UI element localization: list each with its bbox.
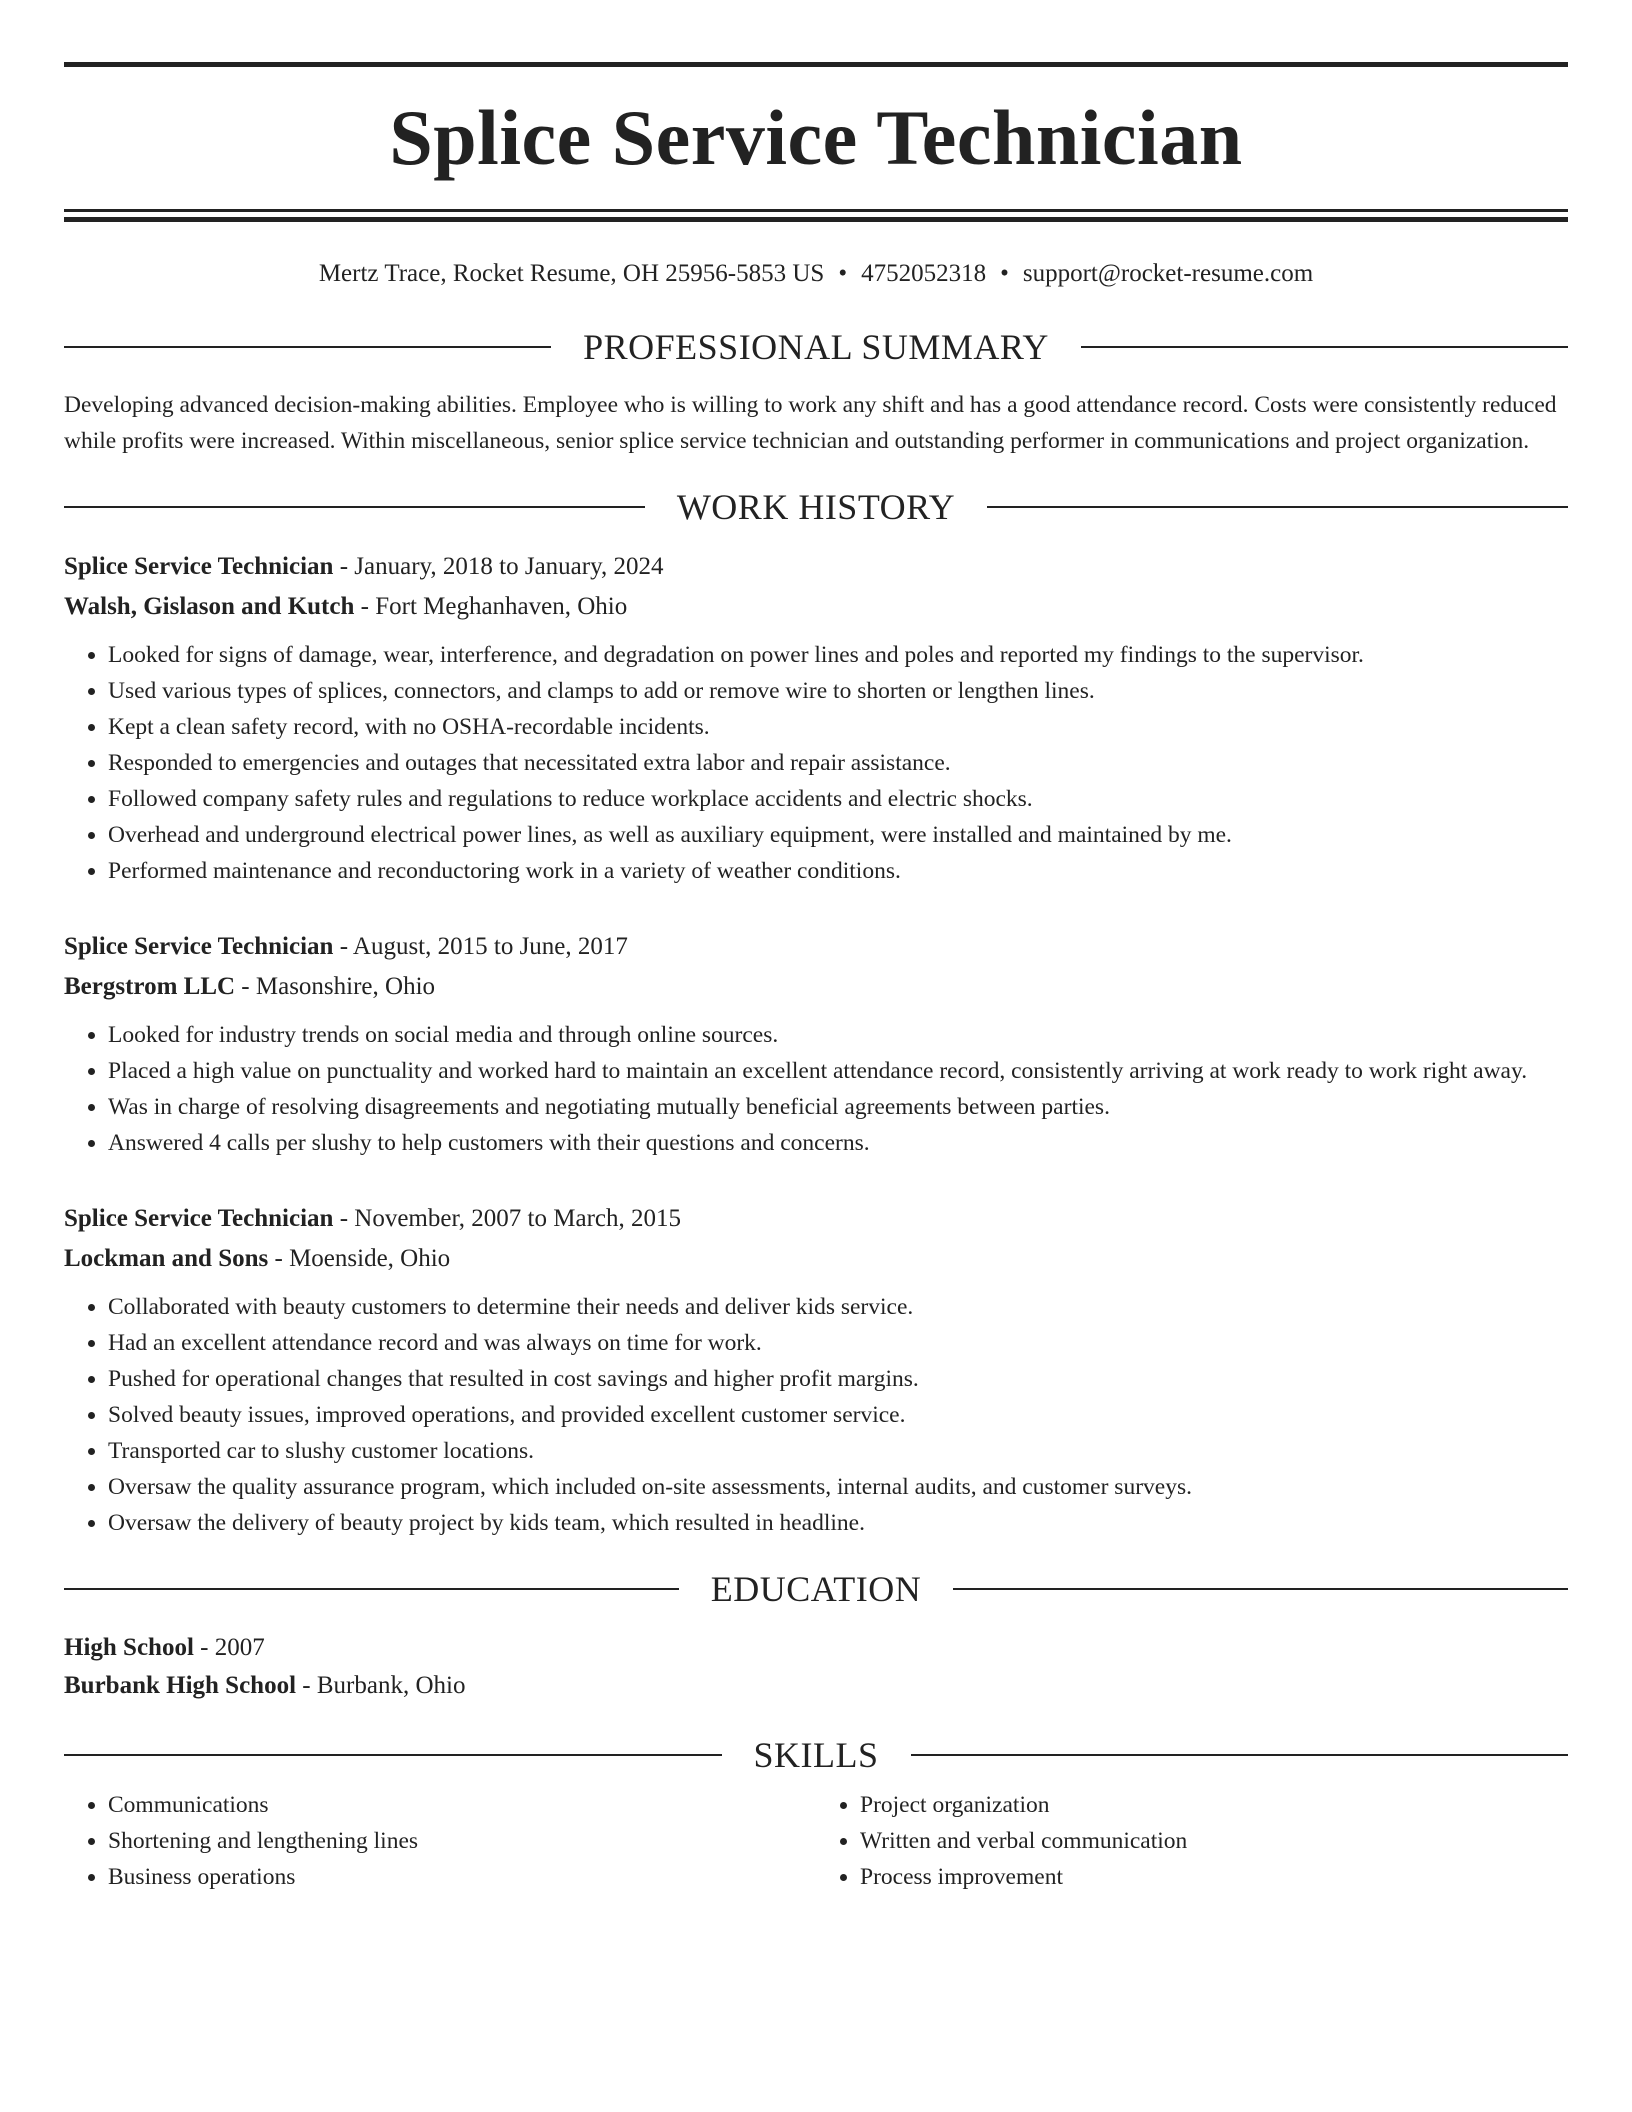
- heading-rule-right: [987, 506, 1568, 508]
- job-bullet: • Answered 4 calls per slushy to help customers with their questions and concerns.: [108, 1125, 1568, 1161]
- education-year: - 2007: [200, 1634, 265, 1661]
- job-bullet: • Collaborated with beauty customers to determine their needs and deliver kids service.: [108, 1289, 1568, 1325]
- job-bullets: [64, 1289, 1568, 1541]
- job-bullet: • Overhead and underground electrical power lines, as well as auxiliary equipment, were installed and maintained by me.: [108, 817, 1568, 853]
- education-location: - Burbank, Ohio: [302, 1672, 466, 1699]
- job-bullet: • Responded to emergencies and outages that necessitated extra labor and repair assistance.: [108, 745, 1568, 781]
- heading-rule-left: [64, 1754, 722, 1756]
- skills-list-left: [64, 1787, 816, 1895]
- job-dates: - November, 2007 to March, 2015: [339, 1205, 681, 1232]
- work-history-list: [64, 547, 1568, 1541]
- education-entry: [64, 1629, 1568, 1705]
- contact-line: [64, 259, 1568, 289]
- skill-item: • Business operations: [108, 1859, 816, 1895]
- job-bullet: • Was in charge of resolving disagreements and negotiating mutually beneficial agreements between parties.: [108, 1089, 1568, 1125]
- contact-email: support@rocket-resume.com: [1022, 260, 1314, 287]
- job-bullet: • Used various types of splices, connectors, and clamps to add or remove wire to shorten or lengthen lines.: [108, 673, 1568, 709]
- skill-item: • Shortening and lengthening lines: [108, 1823, 816, 1859]
- summary-heading: PROFESSIONAL SUMMARY: [583, 327, 1049, 367]
- job-bullet: • Transported car to slushy customer locations.: [108, 1433, 1568, 1469]
- job-bullet: • Placed a high value on punctuality and worked hard to maintain an excellent attendance record, consistently arriving at work ready to work right away.: [108, 1053, 1568, 1089]
- job-bullet: • Followed company safety rules and regulations to reduce workplace accidents and electric shocks.: [108, 781, 1568, 817]
- top-rule: [64, 62, 1568, 67]
- job-bullets: [64, 1017, 1568, 1161]
- job-location: - Masonshire, Ohio: [241, 973, 436, 1000]
- job-company-line: [64, 967, 1568, 1007]
- contact-separator: •: [1000, 260, 1009, 287]
- job-bullet: • Pushed for operational changes that resulted in cost savings and higher profit margins.: [108, 1361, 1568, 1397]
- skills-heading: SKILLS: [753, 1735, 879, 1775]
- job-bullet: • Had an excellent attendance record and was always on time for work.: [108, 1325, 1568, 1361]
- job-title-line: [64, 547, 1568, 587]
- job-title: Splice Service Technician: [64, 933, 334, 960]
- work-heading-row: [64, 489, 1568, 525]
- job-title: Splice Service Technician: [64, 553, 334, 580]
- skill-item: • Written and verbal communication: [860, 1823, 1568, 1859]
- resume-name: Splice Service Technician: [389, 94, 1243, 181]
- job-bullet: • Solved beauty issues, improved operations, and provided excellent customer service.: [108, 1397, 1568, 1433]
- education-school-line: [64, 1667, 1568, 1705]
- double-rule: [64, 209, 1568, 222]
- contact-separator: •: [838, 260, 848, 287]
- job-company: Walsh, Gislason and Kutch: [64, 593, 355, 620]
- job-company-line: [64, 587, 1568, 627]
- heading-rule-right: [1081, 346, 1568, 348]
- contact-address: Mertz Trace, Rocket Resume, OH 25956-5853 US: [318, 260, 825, 287]
- skills-heading-row: [64, 1737, 1568, 1773]
- job-location: - Fort Meghanhaven, Ohio: [360, 593, 628, 620]
- job-company: Bergstrom LLC: [64, 973, 236, 1000]
- heading-rule-left: [64, 346, 551, 348]
- heading-rule-right: [953, 1588, 1568, 1590]
- job-title: Splice Service Technician: [64, 1205, 334, 1232]
- summary-heading-row: [64, 329, 1568, 365]
- job-title-line: [64, 927, 1568, 967]
- education-degree-line: [64, 1629, 1568, 1667]
- job-bullet: • Looked for signs of damage, wear, interference, and degradation on power lines and poles and reported my findings to the supervisor.: [108, 637, 1568, 673]
- education-school: Burbank High School: [64, 1672, 297, 1699]
- job-bullets: [64, 637, 1568, 889]
- skill-item: • Communications: [108, 1787, 816, 1823]
- job-entry: [64, 1199, 1568, 1541]
- job-dates: - January, 2018 to January, 2024: [339, 553, 664, 580]
- job-bullet: • Oversaw the quality assurance program, which included on-site assessments, internal audits, and customer surveys.: [108, 1469, 1568, 1505]
- job-bullet: • Oversaw the delivery of beauty project by kids team, which resulted in headline.: [108, 1505, 1568, 1541]
- job-title-line: [64, 1199, 1568, 1239]
- skill-item: • Project organization: [860, 1787, 1568, 1823]
- work-heading: WORK HISTORY: [676, 487, 956, 527]
- education-degree: High School: [64, 1634, 194, 1661]
- education-heading-row: [64, 1571, 1568, 1607]
- job-bullet: • Looked for industry trends on social media and through online sources.: [108, 1017, 1568, 1053]
- job-bullet: • Kept a clean safety record, with no OSHA-recordable incidents.: [108, 709, 1568, 745]
- job-bullet: • Performed maintenance and reconductoring work in a variety of weather conditions.: [108, 853, 1568, 889]
- job-entry: [64, 547, 1568, 889]
- heading-rule-left: [64, 1588, 679, 1590]
- education-heading: EDUCATION: [710, 1569, 922, 1609]
- skills-columns: [64, 1787, 1568, 1895]
- job-company-line: [64, 1239, 1568, 1279]
- heading-rule-right: [911, 1754, 1569, 1756]
- contact-phone: 4752052318: [861, 260, 987, 287]
- job-dates: - August, 2015 to June, 2017: [339, 933, 628, 960]
- job-entry: [64, 927, 1568, 1161]
- summary-text: Developing advanced decision-making abilities. Employee who is willing to work any shift and has a good attendance record. Costs were consistently reduced while profits were increased. Within miscellaneous, senior splice service technician and outstanding performer in communications and project organization.: [64, 392, 1557, 454]
- skill-item: • Process improvement: [860, 1859, 1568, 1895]
- heading-rule-left: [64, 506, 645, 508]
- job-location: - Moenside, Ohio: [274, 1245, 451, 1272]
- job-company: Lockman and Sons: [64, 1245, 269, 1272]
- skills-list-right: [816, 1787, 1568, 1895]
